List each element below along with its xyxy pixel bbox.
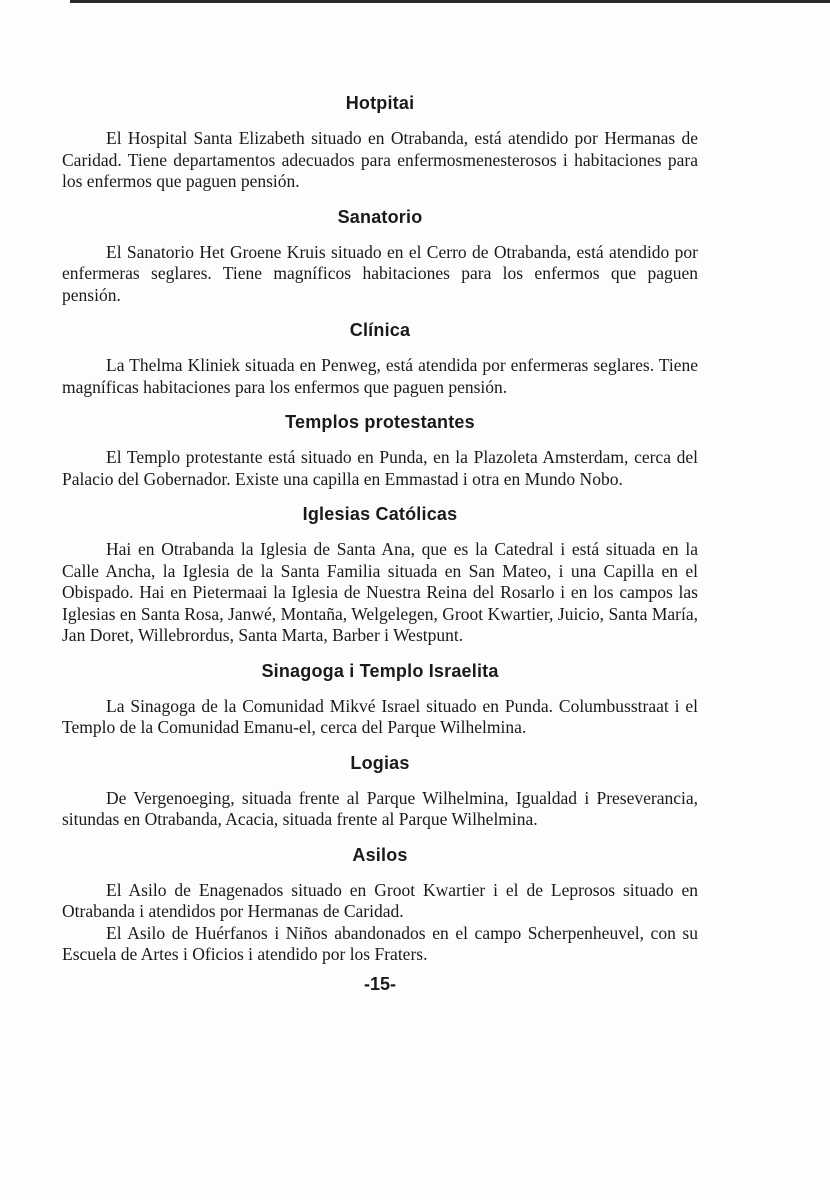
section-heading: Iglesias Católicas (302, 504, 458, 524)
section-heading: Clínica (349, 320, 411, 340)
section-paragraph: El Templo protestante está situado en Punda, en la Plazoleta Amsterdam, cerca del Palacio del Gobernador. Existe una capilla en Emmastad i otra en Mundo Nobo. (62, 447, 698, 489)
section-paragraph: El Asilo de Huérfanos i Niños abandonados en el campo Scherpenheuvel, con su Escuela de Artes i Oficios i atendido por los Fraters. (62, 922, 698, 964)
section-templos-protestantes (62, 407, 698, 490)
top-border-rule (70, 0, 830, 3)
section-asilos (62, 840, 698, 966)
section-paragraph: El Asilo de Enagenados situado en Groot Kwartier i el de Leprosos situado en Otrabanda i atendidos por Hermanas de Caridad. (62, 879, 698, 921)
section-heading: Hotpitai (345, 93, 415, 113)
section-paragraph: El Hospital Santa Elizabeth situado en Otrabanda, está atendido por Hermanas de Caridad. Tiene departamentos adecuados para enfermosmenesterosos i habitaciones para los enfermos que paguen pensión. (62, 128, 698, 191)
section-paragraph: Hai en Otrabanda la Iglesia de Santa Ana, que es la Catedral i está situada en la Calle Ancha, la Iglesia de la Santa Familia situada en San Mateo, i una Capilla en el Obispado. Hai en Pietermaai la Iglesia de Nuestra Reina del Rosarlo i en los campos las Iglesias en Santa Rosa, Janwé, Montaña, Welgelegen, Groot Kwartier, Juicio, Santa María, Jan Doret, Willebrordus, Santa Marta, Barber i Westpunt. (62, 539, 698, 645)
section-logias (62, 748, 698, 831)
section-sinagoga (62, 656, 698, 739)
section-sanatorio (62, 202, 698, 307)
document-page (62, 88, 698, 995)
section-paragraph: La Thelma Kliniek situada en Penweg, está atendida por enfermeras seglares. Tiene magníficas habitaciones para los enfermos que paguen pensión. (62, 355, 698, 397)
section-paragraph: De Vergenoeging, situada frente al Parque Wilhelmina, Igualdad i Preseverancia, situndas en Otrabanda, Acacia, situada frente al Parque Wilhelmina. (62, 787, 698, 829)
section-heading: Sanatorio (337, 206, 423, 227)
page-number: -15- (363, 973, 396, 994)
section-heading: Templos protestantes (285, 412, 475, 432)
section-heading: Asilos (352, 844, 408, 865)
section-heading: Sinagoga i Templo Israelita (261, 660, 499, 681)
section-heading: Logias (350, 752, 410, 773)
section-paragraph: El Sanatorio Het Groene Kruis situado en el Cerro de Otrabanda, está atendido por enfermeras seglares. Tiene magníficos habitaciones para los enfermos que paguen pensión. (62, 241, 698, 305)
section-clinica (62, 315, 698, 398)
section-paragraph: La Sinagoga de la Comunidad Mikvé Israel situado en Punda. Columbusstraat i el Templo de la Comunidad Emanu-el, cerca del Parque Wilhelmina. (62, 695, 698, 737)
section-iglesias-catolicas (62, 499, 698, 647)
section-hospital (62, 88, 698, 193)
